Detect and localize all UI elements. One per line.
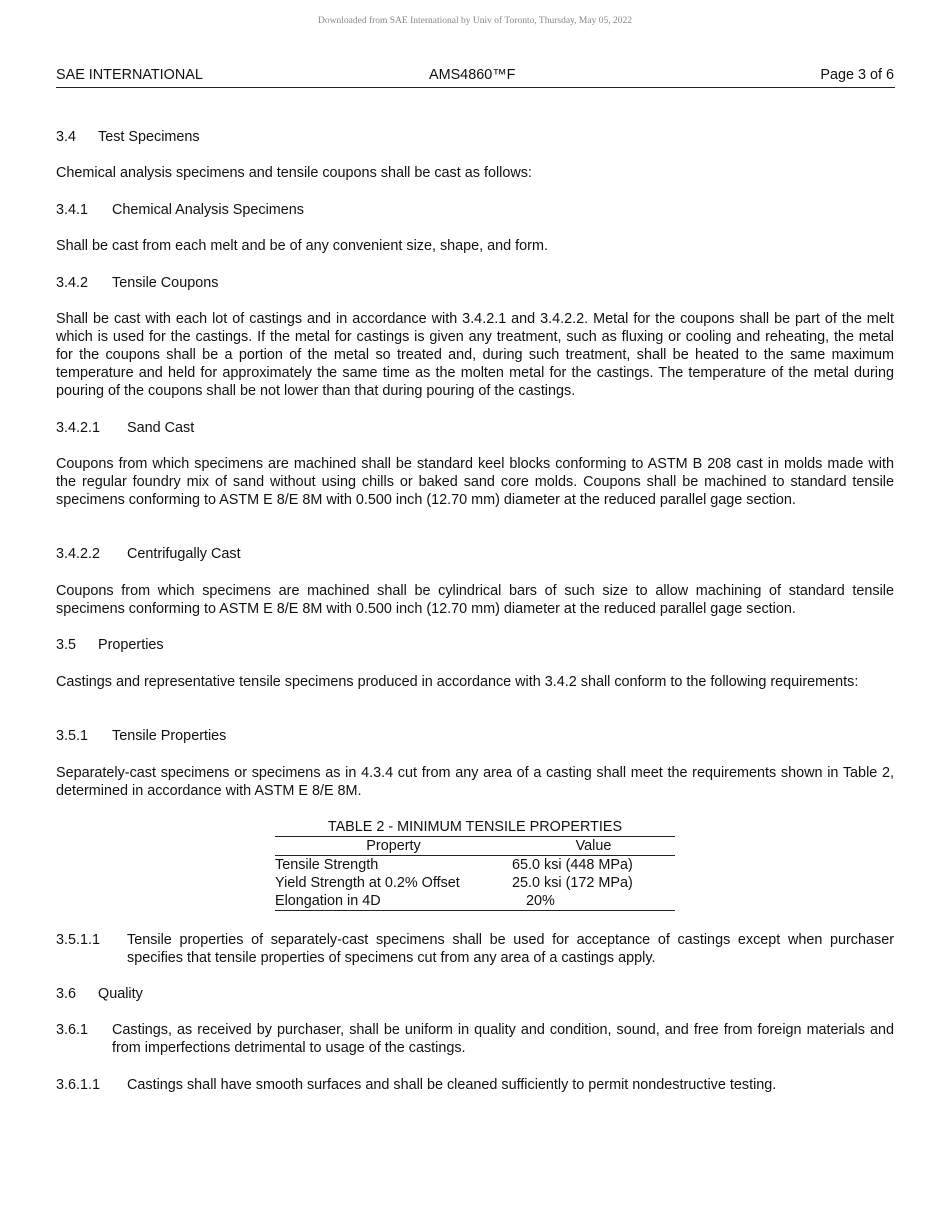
table-header-row [275,837,675,856]
section-title: Properties [98,637,164,653]
section-number: 3.6 [56,986,77,1002]
section-3-6-1-1 [56,1076,894,1094]
section-3-5-body: Castings and representative tensile specimens produced in accordance with 3.4.2 shall conform to the following requirements: [56,674,859,690]
section-3-4-2-1-body: Coupons from which specimens are machined shall be standard keel blocks conforming to ASTM B 208 cast in molds made with the regular foundry mix of sand without using chills or baked sand core molds. Coupons shall be machined to standard tensile specimens conforming to ASTM E 8/E 8M with 0.500 inch (12.70 mm) diameter at the reduced parallel gage section. [56,456,894,508]
table-2-minimum-tensile-properties [275,818,675,911]
section-number: 3.4.1 [56,202,89,218]
section-3-4-heading [56,128,894,146]
section-title: Sand Cast [127,420,195,436]
section-body: Castings shall have smooth surfaces and shall be cleaned sufficiently to permit nondestructive testing. [127,1077,777,1093]
header-page-number: Page 3 of 6 [820,67,894,83]
table-cell-property: Tensile Strength [275,857,379,873]
section-body: Castings, as received by purchaser, shall be uniform in quality and condition, sound, and free from foreign materials and from imperfections detrimental to usage of the castings. [112,1022,894,1056]
header-doc-id: AMS4860™F [429,67,516,83]
section-3-4-body: Chemical analysis specimens and tensile coupons shall be cast as follows: [56,165,532,181]
section-3-5-1-1 [56,931,894,967]
download-watermark: Downloaded from SAE International by Univ of Toronto, Thursday, May 05, 2022 [318,16,632,26]
section-title: Tensile Properties [112,728,227,744]
section-3-4-1-body: Shall be cast from each melt and be of any convenient size, shape, and form. [56,238,548,254]
section-number: 3.4.2 [56,275,89,291]
section-3-6-heading [56,985,894,1003]
section-number: 3.4 [56,129,77,145]
section-title: Test Specimens [98,129,200,145]
section-number: 3.5.1 [56,728,89,744]
table-cell-property: Yield Strength at 0.2% Offset [275,875,460,891]
section-number: 3.5.1.1 [56,932,101,948]
section-number: 3.4.2.2 [56,546,101,562]
section-number: 3.5 [56,637,77,653]
section-3-4-1-heading [56,201,894,219]
section-3-4-2-heading [56,274,894,292]
page-header [56,67,895,88]
table-header-property: Property [275,837,512,856]
table-cell-value: 25.0 ksi (172 MPa) [512,875,633,891]
section-3-5-1-body: Separately-cast specimens or specimens as in 4.3.4 cut from any area of a casting shall meet the requirements shown in Table 2, determined in accordance with ASTM E 8/E 8M. [56,765,894,799]
table-row [275,892,675,911]
section-title: Chemical Analysis Specimens [112,202,304,218]
table-header-value: Value [512,837,675,856]
section-number: 3.4.2.1 [56,420,101,436]
section-body: Tensile properties of separately-cast specimens shall be used for acceptance of castings except when purchaser specifies that tensile properties of specimens cut from any area of a castings apply. [127,932,894,966]
table-cell-value: 65.0 ksi (448 MPa) [512,857,633,873]
table-cell-property: Elongation in 4D [275,892,512,911]
header-org: SAE INTERNATIONAL [56,67,203,83]
section-3-6-1 [56,1021,894,1057]
section-3-4-2-body: Shall be cast with each lot of castings and in accordance with 3.4.2.1 and 3.4.2.2. Metal for the coupons shall be part of the melt which is used for the castings. If the metal for castings is given any treatment, such as fluxing or cooling and reheating, the metal for the coupons shall be a portion of the metal so treated and, during such treatment, shall be heated to the same maximum temperature and held for approximately the same time as the molten metal for the castings. The temperature of the metal during pouring of the coupons shall be not lower than that during pouring of the castings. [56,311,894,399]
table-row [275,856,675,875]
section-number: 3.6.1 [56,1022,89,1038]
section-3-4-2-1-heading [56,419,894,437]
section-title: Centrifugally Cast [127,546,241,562]
section-number: 3.6.1.1 [56,1077,101,1093]
section-3-5-heading [56,636,894,654]
table-cell-value: 20% [512,892,675,911]
section-3-5-1-heading [56,727,894,745]
table-row [275,874,675,892]
section-title: Quality [98,986,143,1002]
section-title: Tensile Coupons [112,275,219,291]
section-3-4-2-2-body: Coupons from which specimens are machined shall be cylindrical bars of such size to allow machining of standard tensile specimens conforming to ASTM E 8/E 8M with 0.500 inch (12.70 mm) diameter at the reduced parallel gage section. [56,583,894,617]
table-caption: TABLE 2 - MINIMUM TENSILE PROPERTIES [275,818,675,837]
section-3-4-2-2-heading [56,545,894,563]
